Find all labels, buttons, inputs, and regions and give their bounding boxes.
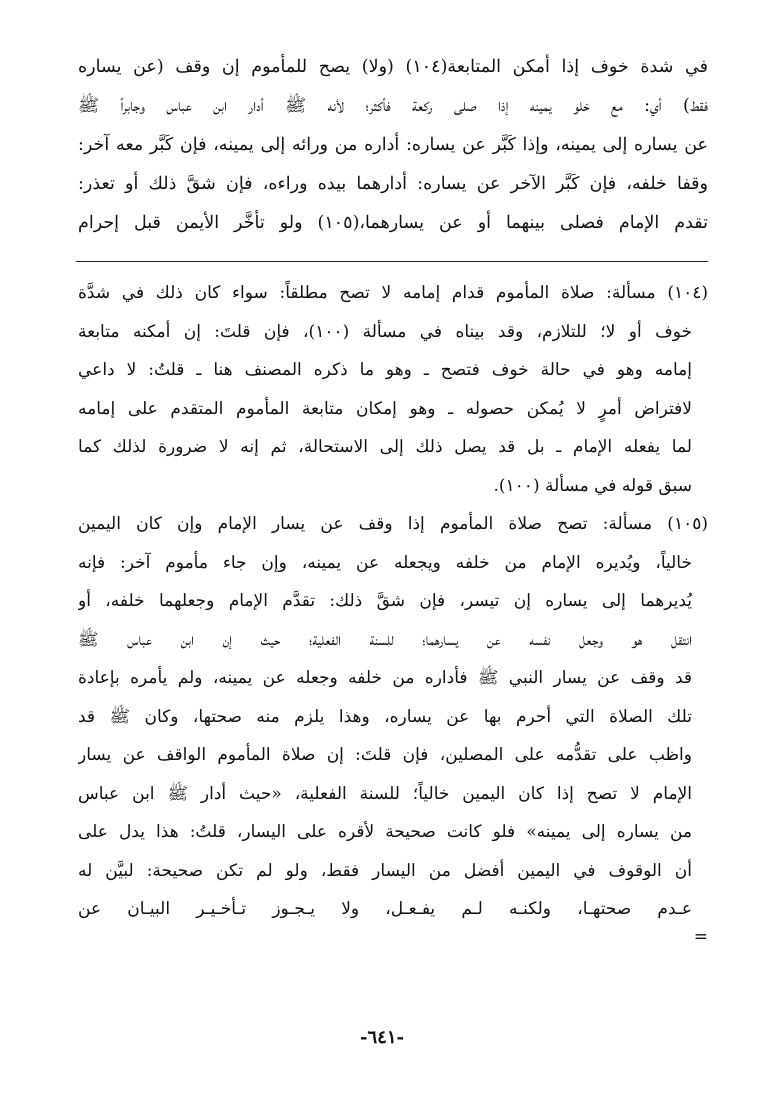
footnote-line: (١٠٥) مسألة: تصح صلاة المأموم إذا وقف عن يسار الإمام وإن كان اليمين [78, 514, 708, 534]
main-text-line: عن يساره إلى يمينه، وإذا كَبَّر عن يساره: أداره من ورائه إلى يمينه، فإن كَبَّر معه آخر: [78, 135, 708, 155]
main-text-line: تقدم الإمام فصلى بينهما أو عن يسارهما،(١٠٥) ولو تأخَّر الأيمن قبل إحرام [78, 213, 708, 233]
page-body [78, 48, 708, 945]
footnote-104 [78, 274, 708, 505]
main-text [78, 48, 708, 243]
footnote-separator [76, 261, 708, 262]
footnote-line: لما يفعله الإمام ـ بل قد يصل ذلك إلى الاستحالة، ثم إنه لا ضرورة لذلك كما [78, 437, 692, 457]
page-number: -٦٤١- [360, 1027, 404, 1048]
footnote-line: واظب على تقدُّمه على المصلين، فإن قلتَ: إن صلاة المأموم الواقف عن يسار [78, 745, 692, 765]
footnote-line: يُديرهما إلى يساره إن تيسر، فإن شقَّ ذلك: تقدَّم الإمام وجعلهما خلفه، أو [78, 591, 692, 611]
footnote-line: انتقل هو وجعل نفسه عن يسارهما؛ للسنة الفعلية؛ حيث إن ابن عباس ﷺ [78, 629, 692, 650]
footnote-line: الإمام لا تصح إذا كان اليمين خالياً؛ للسنة الفعلية، «حيث أدار ﷺ ابن عباس [78, 783, 692, 804]
footnote-line: خوف أو لا؛ للتلازم، وقد بيناه في مسألة (١٠٠)، فإن قلتَ: إن أمكنه متابعة [78, 321, 692, 342]
footnote-line: من يساره إلى يمينه» فلو كانت صحيحة لأقره على اليسار، قلتُ: هذا يدل على [78, 822, 692, 842]
footnote-line: أن الوقوف في اليمين أفضل من اليسار فقط، ولو لم تكن صحيحة: لبيَّن له [78, 860, 692, 881]
footnote-line: خالياً، ويُديره الإمام من خلفه ويجعله عن يمينه، وإن جاء مأموم آخر: فإنه [78, 552, 692, 573]
continuation-mark: = [693, 926, 708, 947]
footnote-line: إمامه وهو في حالة خوف فتصح ـ وهو ما ذكره المصنف هنا ـ قلتُ: لا داعي [78, 360, 692, 380]
footnote-line: تلك الصلاة التي أحرم بها عن يساره، وهذا يلزم منه صحتها، وكان ﷺ قد [78, 706, 692, 727]
main-text-line: في شدة خوف إذا أمكن المتابعة(١٠٤) (ولا) يصح للمأموم إن وقف (عن يساره [78, 57, 708, 77]
footnote-line: (١٠٤) مسألة: صلاة المأموم قدام إمامه لا تصح مطلقاً: سواء كان ذلك في شدَّة [78, 283, 708, 303]
footnote-line: لافتراض أمرٍ لا يُمكن حصوله ـ وهو إمكان متابعة المأموم المتقدم على إمامه [78, 398, 692, 419]
main-text-line: وقفا خلفه، فإن كَبَّر الآخر عن يساره: أدارهما بيده وراءه، فإن شقَّ ذلك أو تعذر: [78, 174, 708, 194]
main-text-line: فقط) أي: مع خلو يمينه إذا صلى ركعة فأكثر؛ لأنه ﷺ أدار ابن عباس وجابراً ﷺ [78, 96, 708, 116]
footnote-line: سبق قوله في مسألة (١٠٠). [493, 475, 692, 496]
footnote-105 [78, 505, 708, 929]
footnote-line: عـدم صحتهـا، ولكنـه لـم يفـعـل، ولا يـجـوز تـأخـيـر البيـان عن [78, 899, 692, 919]
footnote-line: قد وقف عن يسار النبي ﷺ فأداره من خلفه وجعله عن يمينه، ولم يأمره بإعادة [78, 668, 692, 688]
